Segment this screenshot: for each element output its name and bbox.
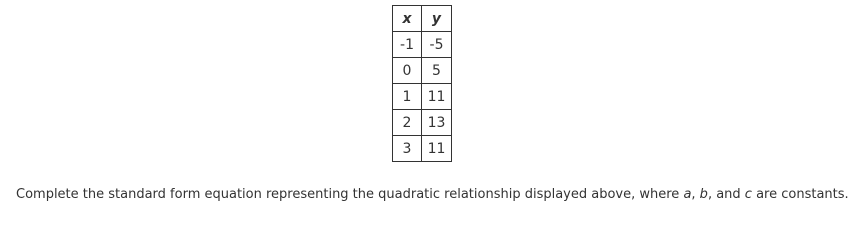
separator-1: , [691,187,700,202]
cell-x: -1 [393,32,422,58]
table-row [393,136,452,162]
variable-b: b [699,187,708,202]
cell-x: 0 [393,58,422,84]
cell-y: 11 [422,136,452,162]
cell-y: -5 [422,32,452,58]
header-x: x [393,6,422,32]
variable-a: a [683,187,692,202]
xy-table [392,5,452,162]
table-header-row [393,6,452,32]
table-row [393,84,452,110]
cell-y: 5 [422,58,452,84]
cell-y: 11 [422,84,452,110]
header-y: y [422,6,452,32]
cell-x: 3 [393,136,422,162]
table-row [393,58,452,84]
table-row [393,32,452,58]
variable-c: c [744,187,752,202]
cell-x: 1 [393,84,422,110]
xy-table-container [392,5,452,162]
cell-y: 13 [422,110,452,136]
cell-x: 2 [393,110,422,136]
separator-2: , and [707,187,745,202]
question-text [16,187,849,202]
question-text-part2: are constants. [751,187,849,202]
table-row [393,110,452,136]
question-text-part1: Complete the standard form equation representing the quadratic relationship displayed above, where [16,187,684,202]
